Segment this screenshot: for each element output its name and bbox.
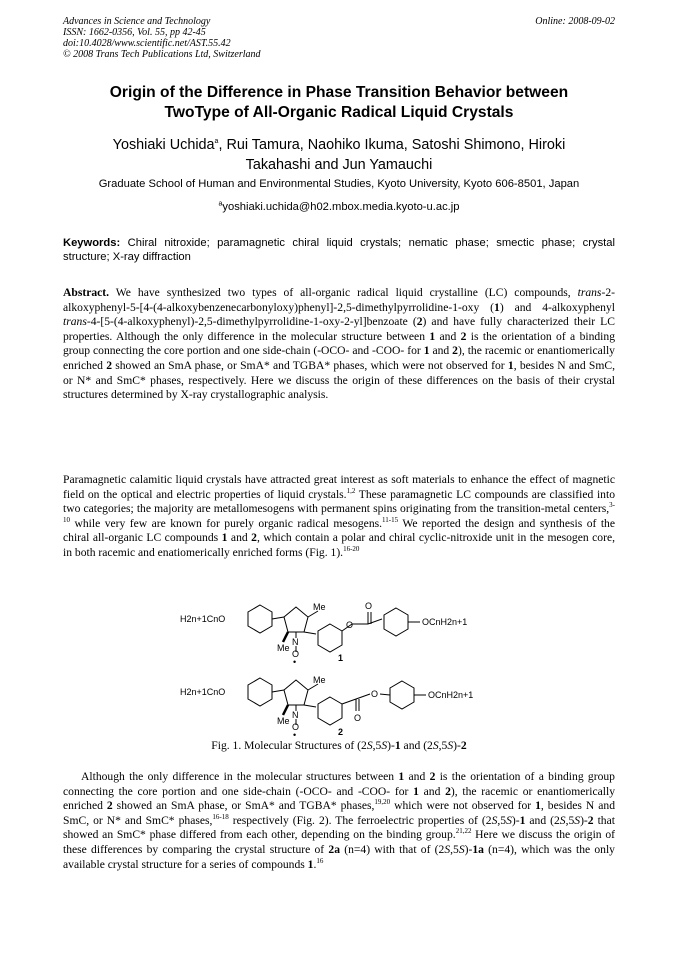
abstract-text: showed an SmA phase, or SmA* and TGBA* phases, which were not observed for	[111, 358, 508, 372]
body-text: is the orientation of a binding group connecting the core portion and one side-chain (-OCO- and -COO- for	[63, 770, 615, 798]
issn-line: ISSN: 1662-0356, Vol. 55, pp 42-45	[63, 27, 206, 38]
compound-ref: 2a	[328, 842, 340, 856]
body-text: (n=4), which was the only available crystal structure for a series of compounds	[63, 842, 615, 871]
benzene-ring	[248, 678, 272, 706]
oxygen-label: O	[292, 722, 300, 732]
citation: 16	[316, 856, 324, 865]
stereo-italic: S	[506, 813, 512, 827]
abstract-text: , besides N and SmC, or N* and SmC* phases, respectively. Here we discuss the origin of these differences on the basis of their crystal structures determined by X-ray crystallographic analysis.	[63, 358, 615, 402]
body-text: that showed an SmC* phase differed from each other, depending on the binding group.	[63, 813, 615, 842]
compound-label: 1	[338, 653, 344, 663]
email-line	[63, 201, 615, 214]
citation: 1,2	[346, 486, 356, 495]
compound-ref: 1	[394, 739, 401, 752]
stereo-italic: S	[559, 813, 566, 827]
nitrogen-label: N	[292, 637, 299, 647]
abstract-italic: trans	[63, 315, 87, 329]
benzene-ring	[318, 697, 342, 725]
citation: 11-15	[382, 515, 399, 524]
abstract-text: ) and have fully characterized their LC properties. Although the only difference in the molecular structure between	[63, 315, 616, 343]
body-text: showed an SmA phase, or SmA* and TGBA* phases,	[112, 799, 375, 813]
body-text: while very few are known for purely organic radical mesogens.	[70, 516, 383, 530]
alkoxy-right-label: OCnH2n+1	[422, 617, 468, 627]
body-text: and (2	[525, 813, 560, 827]
methyl-label: Me	[277, 716, 290, 726]
affiliation: Graduate School of Human and Environmental Studies, Kyoto University, Kyoto 606-8501, Japan	[98, 178, 580, 190]
abstract-text: ) and 4-alkoxyphenyl	[499, 300, 615, 314]
body-text: ,5	[497, 813, 507, 827]
radical-dot: •	[293, 657, 297, 667]
title-line-2: TwoType of All-Organic Radical Liquid Crystals	[164, 104, 514, 121]
first-author: Yoshiaki Uchida	[112, 137, 215, 153]
compound-ref: 2	[416, 315, 423, 329]
abstract-text: We have synthesized two types of all-organic radical liquid crystalline (LC) compounds,	[115, 286, 571, 299]
journal-name: Advances in Science and Technology	[63, 16, 211, 27]
compound-ref: 1	[398, 770, 405, 783]
abstract-italic: trans	[577, 286, 602, 299]
caption-text: ,5	[438, 739, 448, 752]
keywords	[63, 236, 615, 264]
discussion-paragraph	[63, 770, 615, 872]
ester-oxygen: O	[371, 689, 379, 699]
figure-caption	[63, 739, 615, 753]
caption-italic: S	[447, 739, 454, 752]
body-text: Here we discuss the origin of these differences by comparing the crystal structure of	[63, 828, 615, 856]
carbonyl-oxygen: O	[365, 601, 373, 611]
abstract-text: -2-alkoxyphenyl-5-[4-(4-alkoxybenzenecarbonyloxy)phenyl]-2,5-dimethylpyrrolidine-1-oxy (	[63, 286, 615, 314]
body-text: , besides N and SmC, or N* and SmC* phases,	[63, 799, 615, 827]
alkoxy-left-label: H2n+1CnO	[180, 614, 226, 624]
citation: 16-20	[343, 545, 360, 554]
citation: 16-18	[212, 812, 229, 821]
benzene-ring	[318, 624, 342, 652]
email-mark: a	[218, 200, 223, 208]
nitrogen-label: N	[292, 710, 299, 720]
abstract-text: and	[429, 344, 453, 358]
radical-dot: •	[293, 730, 297, 738]
abstract-label: Abstract.	[63, 286, 110, 299]
compound-ref: 2	[445, 784, 451, 798]
compound-ref: 1a	[472, 842, 484, 856]
caption-italic: S	[432, 739, 439, 752]
caption-italic: S	[366, 739, 373, 752]
abstract-text: -4-[5-(4-alkoxyphenyl)-2,5-dimethylpyrrolidine-1-oxy-2-yl]benzoate (	[86, 315, 417, 329]
compound-ref: 2	[587, 813, 594, 827]
compound-ref: 2	[106, 358, 112, 372]
stereo-italic: S	[491, 813, 498, 827]
email-address[interactable]: yoshiaki.uchida@h02.mbox.media.kyoto-u.ac.jp	[222, 201, 460, 213]
caption-text: ,5	[372, 739, 382, 752]
body-text: Although the only difference in the molecular structures between	[81, 770, 399, 783]
copyright-line: © 2008 Trans Tech Publications Ltd, Switzerland	[63, 49, 261, 60]
compound-ref: 1	[429, 329, 436, 343]
body-text: .	[313, 857, 317, 871]
body-text: )-	[464, 842, 473, 856]
compound-ref: 2	[460, 739, 467, 752]
body-text: We reported the design and synthesis of the chiral all-organic LC compounds	[63, 516, 615, 545]
compound-ref: 2	[106, 799, 113, 813]
compound-ref: 1	[535, 799, 541, 813]
body-text: ), the racemic or enantiomerically enriched	[63, 784, 615, 813]
abstract-text: and	[435, 329, 461, 343]
body-text: and	[227, 531, 252, 545]
methyl-label: Me	[313, 602, 326, 612]
stereo-italic: S	[458, 842, 465, 856]
carbonyl-oxygen: O	[354, 713, 362, 723]
citation: 19,20	[374, 798, 391, 807]
compound-ref: 2	[452, 344, 458, 358]
body-text: )-	[511, 813, 520, 827]
body-text: , which contain a polar and chiral cyclic-nitroxide unit in the mesogen core, in both racemic and enatiomerically enriched forms (Fig. 1).	[63, 531, 615, 559]
benzene-ring	[248, 605, 272, 633]
other-authors: , Rui Tamura, Naohiko Ikuma, Satoshi Shimono, Hiroki	[218, 137, 566, 153]
author-list	[63, 135, 615, 175]
compound-ref: 1	[519, 813, 526, 827]
stereo-italic: S	[444, 842, 451, 856]
body-text: )-	[580, 813, 588, 827]
compound-ref: 1	[507, 358, 514, 372]
paper-title	[63, 83, 615, 123]
body-text: which were not observed for	[390, 799, 536, 813]
journal-header	[63, 16, 615, 60]
compound-ref: 2	[251, 531, 257, 545]
abstract-text: ), the racemic or enantiomerically enriched	[63, 344, 615, 372]
compound-ref: 2	[460, 329, 467, 343]
title-line-1: Origin of the Difference in Phase Transition Behavior between	[109, 84, 569, 101]
methyl-label: Me	[313, 675, 326, 685]
doi-line: doi:10.4028/www.scientific.net/AST.55.42	[63, 38, 231, 49]
body-text: ,5	[565, 813, 575, 827]
abstract	[63, 286, 615, 403]
compound-ref: 1	[413, 784, 419, 798]
compound-label: 2	[338, 727, 344, 737]
body-text: (n=4) with that of (2	[340, 842, 445, 856]
caption-text: )-	[453, 739, 461, 752]
oxygen-label: O	[292, 649, 300, 659]
methyl-label: Me	[277, 643, 290, 653]
pyrrolidine-ring	[284, 680, 308, 705]
compound-ref: 2	[429, 770, 436, 783]
benzene-ring	[384, 608, 408, 636]
authors-line-2: Takahashi and Jun Yamauchi	[245, 157, 433, 173]
caption-text: and (2	[400, 739, 433, 752]
pyrrolidine-ring	[284, 607, 308, 632]
benzene-ring	[390, 681, 414, 709]
body-text: and	[404, 770, 430, 783]
author-affil-mark: a	[214, 138, 219, 146]
alkoxy-right-label: OCnH2n+1	[428, 690, 474, 700]
compound-ref: 1	[221, 531, 228, 545]
online-date: Online: 2008-09-02	[535, 16, 615, 27]
body-text: These paramagnetic LC compounds are classified into two categories; the majority are metallomesogens with permanent spins originating from the transition-metal centers,	[63, 487, 615, 516]
stereo-italic: S	[574, 813, 581, 827]
keywords-text: Chiral nitroxide; paramagnetic chiral liquid crystals; nematic phase; smectic phase; crystal structure; X-ray diffraction	[63, 237, 615, 263]
body-text: and	[418, 784, 446, 798]
citation: 21,22	[455, 827, 472, 836]
compound-ref: 1	[494, 300, 500, 314]
intro-paragraph	[63, 473, 615, 561]
abstract-text: is the orientation of a binding group connecting the core portion and one side-chain (-OCO- and -COO- for	[63, 329, 615, 358]
alkoxy-left-label: H2n+1CnO	[180, 687, 226, 697]
caption-text: )-	[387, 739, 395, 752]
body-text: ,5	[450, 842, 459, 856]
keywords-label: Keywords:	[63, 237, 121, 249]
body-text: respectively (Fig. 2). The ferroelectric properties of (2	[228, 813, 492, 827]
caption-text: Fig. 1. Molecular Structures of (2	[211, 739, 367, 752]
molecular-structures-figure	[180, 598, 510, 738]
caption-italic: S	[381, 739, 388, 752]
compound-ref: 1	[307, 857, 314, 871]
ester-oxygen: O	[346, 620, 354, 630]
compound-ref: 1	[423, 344, 430, 358]
body-text: Paramagnetic calamitic liquid crystals have attracted great interest as soft materials to enhance the effect of magnetic field on the optical and electric properties of liquid crystals.	[63, 473, 615, 501]
citation: 3-10	[63, 501, 615, 524]
